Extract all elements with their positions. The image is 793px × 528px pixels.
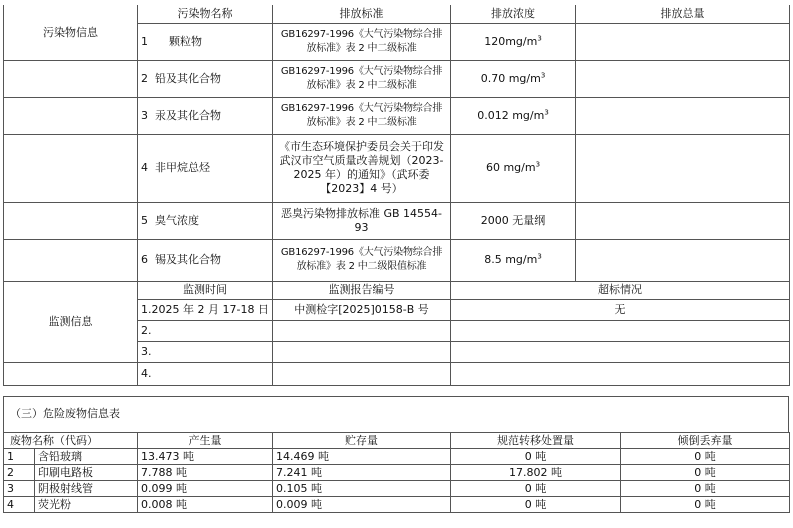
pollutant-row [4,60,790,97]
col-header-total: 排放总量 [576,5,790,23]
monitor-time-cell: 3. [138,341,273,362]
stored-cell: 7.241 吨 [273,465,451,481]
produced-cell: 7.788 吨 [138,465,273,481]
pollutant-row [4,239,790,281]
transfer-cell: 0 吨 [451,449,621,465]
hazardous-row [4,465,790,481]
section-label-monitoring: 监测信息 [4,281,138,362]
monitoring-header-row [4,281,790,299]
pollutant-name: 铅及其化合物 [155,71,221,85]
concentration-exponent: 3 [544,107,549,116]
col-header-report-no: 监测报告编号 [273,281,451,299]
col-header-produced: 产生量 [138,433,273,449]
row-number: 6 [141,253,148,266]
row-number: 3 [4,481,35,497]
dumped-cell: 0 吨 [621,465,790,481]
section-label-blank [4,60,138,97]
concentration-value: 120mg/m [484,34,538,48]
standard-cell: GB16297-1996《大气污染物综合排放标准》表 2 中二级限值标准 [273,239,451,281]
standard-cell: GB16297-1996《大气污染物综合排放标准》表 2 中二级标准 [273,60,451,97]
pollutant-name-cell [138,97,273,134]
row-number: 1 [141,34,148,48]
row-number: 3 [141,108,148,122]
row-number: 2 [4,465,35,481]
pollutant-row [4,134,790,202]
standard-cell: 《市生态环境保护委员会关于印发武汉市空气质量改善规划（2023-2025 年）的通知》（武环委【2023】4 号） [273,134,451,202]
section-label-blank [4,362,138,385]
concentration-value: 2000 无量纲 [480,213,546,227]
concentration-cell [451,134,576,202]
exceed-cell [451,341,790,362]
pollutant-name-cell [138,60,273,97]
concentration-value: 0.70 mg/m [480,71,541,85]
section-label-blank [4,134,138,202]
report-no-cell [273,320,451,341]
col-header-concentration: 排放浓度 [451,5,576,23]
exceed-cell [451,362,790,385]
pollutant-name-cell [138,23,273,60]
waste-name-cell: 阴极射线管 [35,481,138,497]
standard-cell: GB16297-1996《大气污染物综合排放标准》表 2 中二级标准 [273,23,451,60]
row-number: 4 [4,497,35,513]
concentration-value: 8.5 mg/m [484,253,538,266]
pollutant-name: 颗粒物 [168,34,202,48]
pollutant-name-cell [138,239,273,281]
total-cell [576,134,790,202]
exceed-cell [451,320,790,341]
concentration-exponent: 3 [535,160,541,169]
report-no-cell [273,341,451,362]
pollutant-row [4,23,790,60]
stored-cell: 14.469 吨 [273,449,451,465]
pollutant-monitoring-table [3,5,790,386]
transfer-cell: 17.802 吨 [451,465,621,481]
section-label-blank [4,202,138,239]
concentration-value: 0.012 mg/m [477,108,545,122]
section-label-blank [4,97,138,134]
hazardous-waste-table [3,432,790,513]
row-number: 5 [141,213,148,227]
pollutant-name: 汞及其化合物 [155,108,221,122]
hazardous-row [4,449,790,465]
concentration-cell [451,97,576,134]
report-no-cell: 中测检字[2025]0158-B 号 [273,299,451,320]
concentration-cell [451,202,576,239]
pollutant-header-row [4,5,790,23]
waste-name-cell: 印刷电路板 [35,465,138,481]
dumped-cell: 0 吨 [621,497,790,513]
pollutant-row [4,97,790,134]
col-header-dumped: 倾倒丢弃量 [621,433,790,449]
transfer-cell: 0 吨 [451,481,621,497]
stored-cell: 0.105 吨 [273,481,451,497]
concentration-exponent: 3 [540,70,546,79]
section-label-pollutant: 污染物信息 [4,23,138,60]
section-label-blank [4,239,138,281]
col-header-exceed: 超标情况 [451,281,790,299]
dumped-cell: 0 吨 [621,449,790,465]
concentration-exponent: 3 [537,252,542,261]
row-number: 1 [4,449,35,465]
standard-cell: GB16297-1996《大气污染物综合排放标准》表 2 中二级标准 [273,97,451,134]
pollutant-name-cell [138,202,273,239]
hazardous-row [4,481,790,497]
col-header-stored: 贮存量 [273,433,451,449]
pollutant-name-cell [138,134,273,202]
produced-cell: 0.099 吨 [138,481,273,497]
waste-name-cell: 含铅玻璃 [35,449,138,465]
standard-cell: 恶臭污染物排放标准 GB 14554-93 [273,202,451,239]
produced-cell: 13.473 吨 [138,449,273,465]
waste-name-cell: 荧光粉 [35,497,138,513]
monitoring-row [4,362,790,385]
total-cell [576,60,790,97]
concentration-cell [451,23,576,60]
pollutant-row [4,202,790,239]
col-header-standard: 排放标准 [273,5,451,23]
total-cell [576,23,790,60]
col-header-pollutant-name: 污染物名称 [138,5,273,23]
hazardous-header-row [4,433,790,449]
monitor-time-cell: 1.2025 年 2 月 17-18 日 [138,299,273,320]
section-label-blank [4,5,138,23]
total-cell [576,202,790,239]
monitor-time-cell: 4. [138,362,273,385]
concentration-exponent: 3 [537,33,542,42]
pollutant-name: 臭气浓度 [155,213,199,227]
total-cell [576,239,790,281]
concentration-cell [451,239,576,281]
col-header-transfer: 规范转移处置量 [451,433,621,449]
col-header-monitor-time: 监测时间 [138,281,273,299]
dumped-cell: 0 吨 [621,481,790,497]
exceed-cell: 无 [451,299,790,320]
pollutant-name: 锡及其化合物 [155,253,221,266]
monitor-time-cell: 2. [138,320,273,341]
produced-cell: 0.008 吨 [138,497,273,513]
col-header-waste-name: 废物名称（代码） [4,433,138,449]
row-number: 2 [141,71,148,85]
total-cell [576,97,790,134]
concentration-cell [451,60,576,97]
report-no-cell [273,362,451,385]
row-number: 4 [141,161,148,174]
stored-cell: 0.009 吨 [273,497,451,513]
hazardous-row [4,497,790,513]
hazardous-waste-caption: （三）危险废物信息表 [3,396,789,432]
pollutant-name: 非甲烷总烃 [155,161,210,174]
transfer-cell: 0 吨 [451,497,621,513]
concentration-value: 60 mg/m [485,161,536,174]
